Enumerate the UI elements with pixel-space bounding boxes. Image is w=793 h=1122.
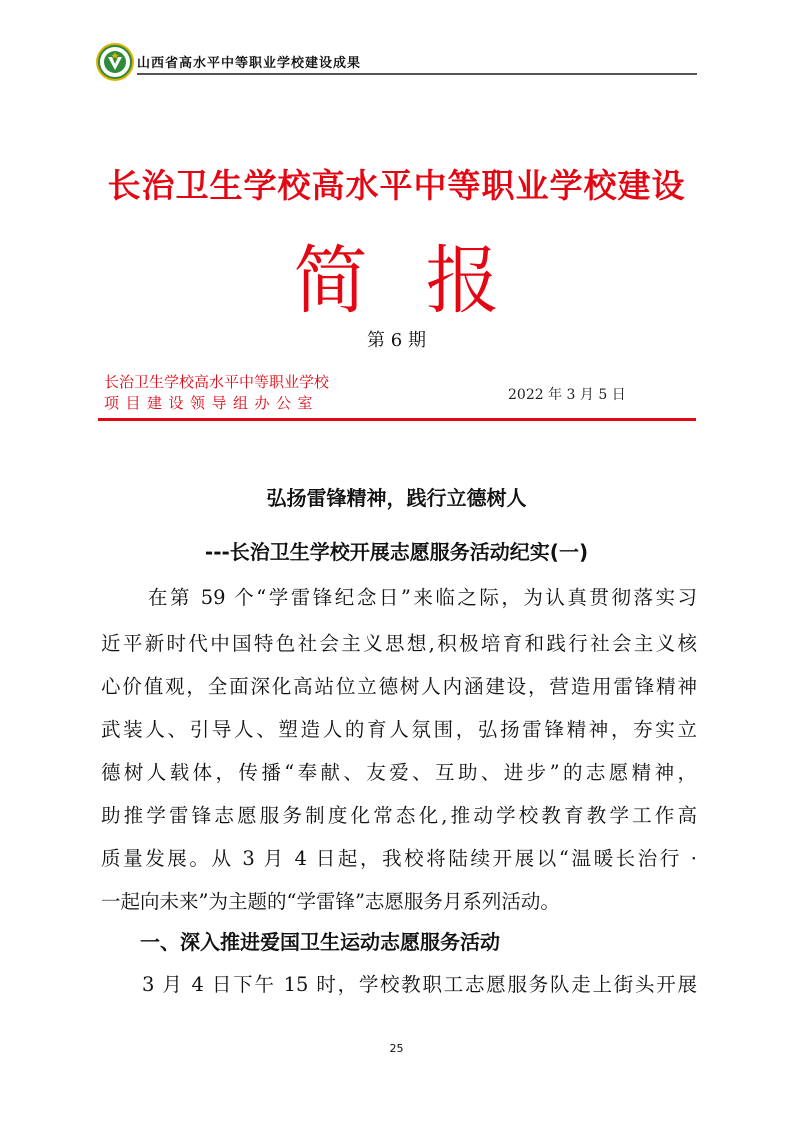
paragraph-line: 助推学雷锋志愿服务制度化常态化,推动学校教育教学工作高 <box>101 804 697 827</box>
paragraph-line: 质量发展。从 3 月 4 日起，我校将陆续开展以“温暖长治行 · <box>101 847 697 870</box>
header-divider <box>137 73 697 75</box>
masthead-red-divider <box>98 418 696 421</box>
header-title: 山西省高水平中等职业学校建设成果 <box>137 56 362 71</box>
office-line-1: 长治卫生学校高水平中等职业学校 <box>104 373 330 391</box>
article-subtitle: ---长治卫生学校开展志愿服务活动纪实(一) <box>204 540 589 564</box>
article-title: 弘扬雷锋精神，践行立德树人 <box>266 486 527 510</box>
issue-date: 2022 年 3 月 5 日 <box>508 387 626 403</box>
masthead-title: 长治卫生学校高水平中等职业学校建设 <box>107 166 686 205</box>
paragraph-line: 近平新时代中国特色社会主义思想,积极培育和践行社会主义核 <box>101 632 697 655</box>
paragraph-line: 3 月 4 日下午 15 时，学校教职工志愿服务队走上街头开展 <box>142 973 697 996</box>
paragraph-line: 心价值观，全面深化高站位立德树人内涵建设，营造用雷锋精神 <box>101 675 697 698</box>
bulletin-title: 简报 <box>293 238 558 324</box>
paragraph-line: 一起向未来”为主题的“学雷锋”志愿服务月系列活动。 <box>101 890 560 913</box>
issuing-office <box>104 372 329 414</box>
section-heading: 一、深入推进爱国卫生运动志愿服务活动 <box>140 930 500 954</box>
school-emblem-icon <box>95 42 135 82</box>
paragraph-line: 德树人载体，传播“奉献、友爱、互助、进步”的志愿精神， <box>101 761 697 784</box>
issue-number: 第 6 期 <box>367 330 426 351</box>
paragraph-line: 武装人、引导人、塑造人的育人氛围，弘扬雷锋精神，夯实立 <box>101 718 697 741</box>
page-number: 25 <box>389 1042 404 1055</box>
paragraph-line: 在第 59 个“学雷锋纪念日”来临之际，为认真贯彻落实习 <box>148 586 697 609</box>
office-line-2: 项目建设领导组办公室 <box>104 394 320 412</box>
